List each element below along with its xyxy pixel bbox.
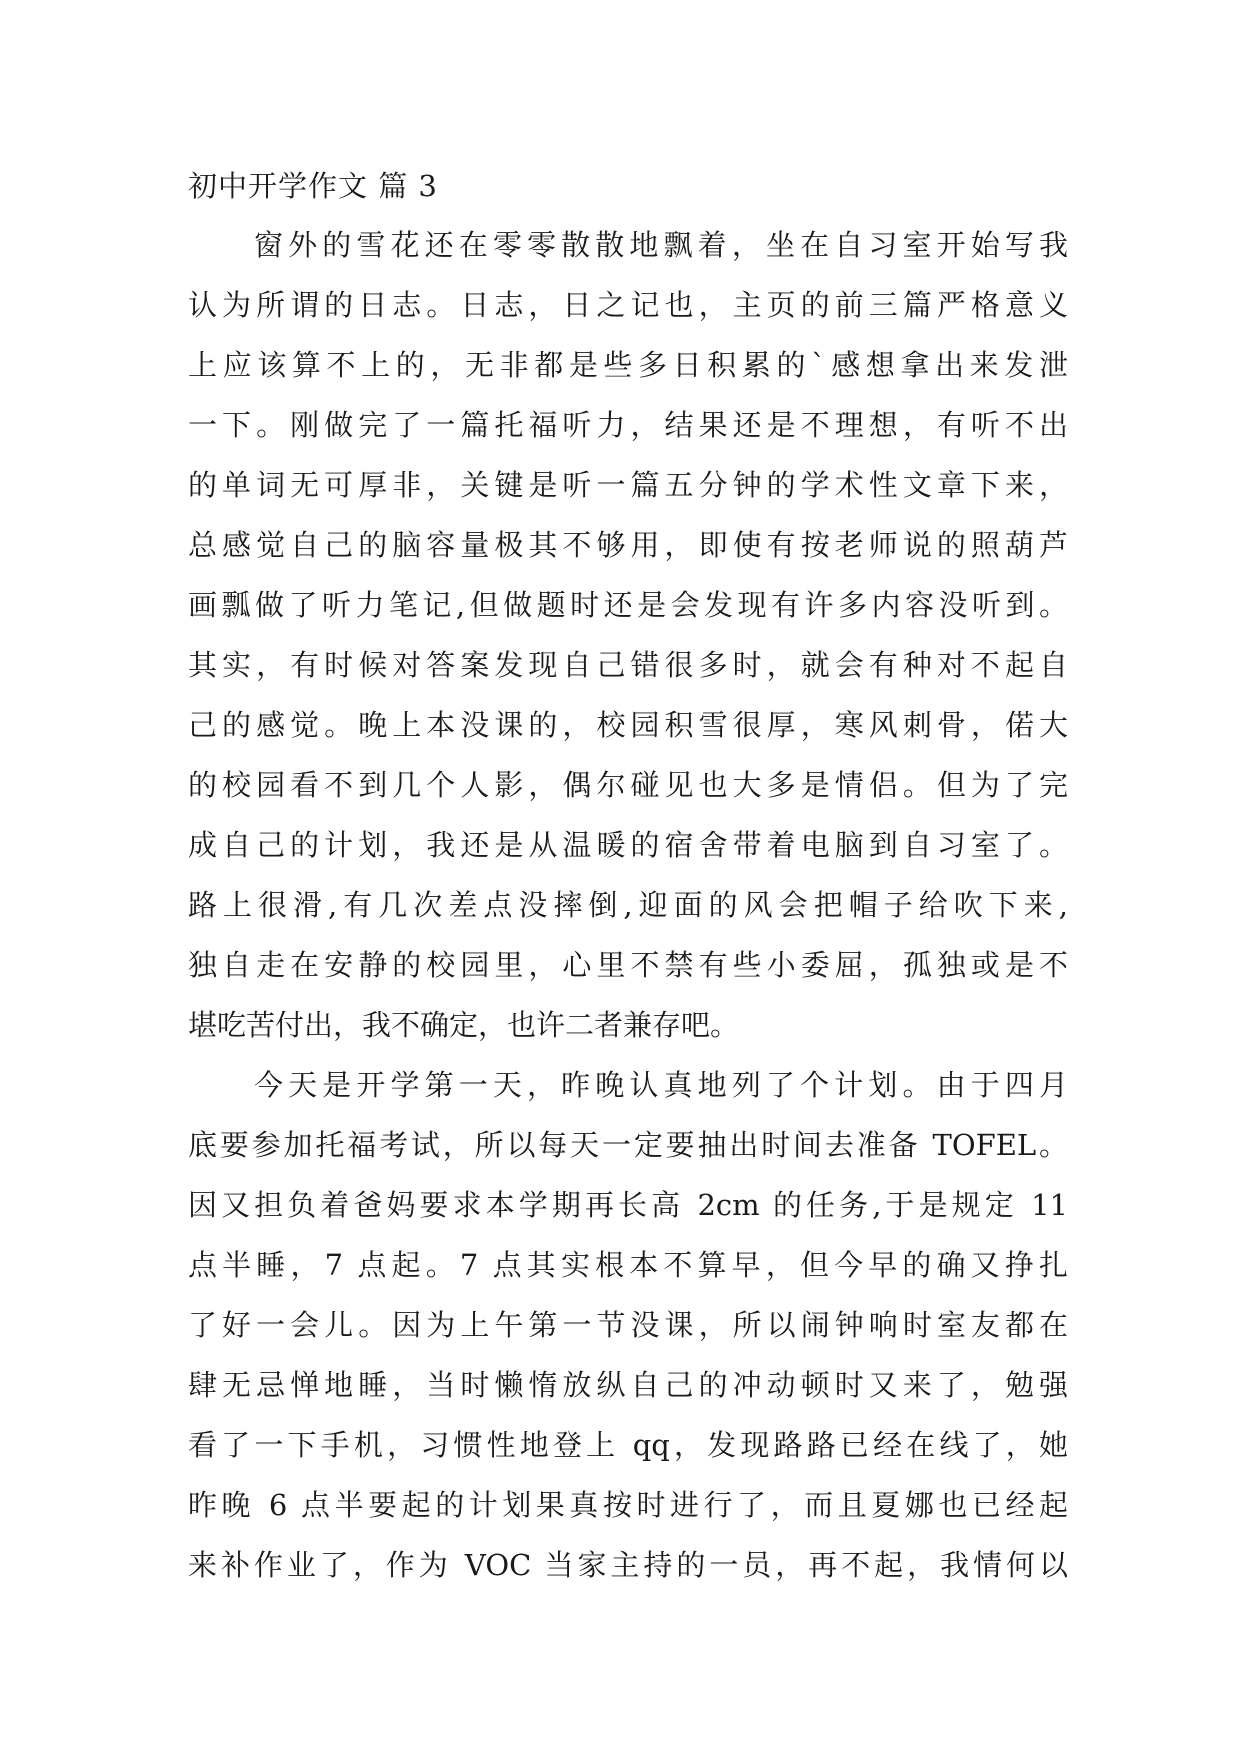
text-line: 总感觉自己的脑容量极其不够用，即使有按老师说的照葫芦 (188, 528, 1068, 562)
text-line: 肆无忌惮地睡，当时懒惰放纵自己的冲动顿时又来了，勉强 (188, 1368, 1068, 1402)
text-line: 的校园看不到几个人影，偶尔碰见也大多是情侣。但为了完 (188, 768, 1068, 802)
text-line: 认为所谓的日志。日志，日之记也，主页的前三篇严格意义 (188, 288, 1068, 322)
text-line: 己的感觉。晚上本没课的，校园积雪很厚，寒风刺骨，偌大 (188, 708, 1068, 742)
text-line: 因又担负着爸妈要求本学期再长高 2cm 的任务,于是规定 11 (188, 1188, 1068, 1222)
page-title: 初中开学作文 篇 3 (188, 169, 438, 203)
text-line: 其实，有时候对答案发现自己错很多时，就会有种对不起自 (188, 648, 1068, 682)
text-line: 昨晚 6 点半要起的计划果真按时进行了，而且夏娜也已经起 (188, 1488, 1068, 1522)
text-line: 了好一会儿。因为上午第一节没课，所以闹钟响时室友都在 (188, 1308, 1068, 1342)
text-line: 来补作业了，作为 VOC 当家主持的一员，再不起，我情何以 (188, 1548, 1068, 1582)
text-line: 堪吃苦付出，我不确定，也许二者兼存吧。 (188, 1008, 740, 1042)
paragraph (188, 227, 1068, 1067)
text-line: 画瓢做了听力笔记,但做题时还是会发现有许多内容没听到。 (188, 588, 1068, 622)
document-body (188, 227, 1068, 1607)
text-line: 成自己的计划，我还是从温暖的宿舍带着电脑到自习室了。 (188, 828, 1068, 862)
paragraph (188, 1067, 1068, 1607)
text-line: 路上很滑,有几次差点没摔倒,迎面的风会把帽子给吹下来, (188, 888, 1068, 922)
text-line: 看了一下手机，习惯性地登上 qq，发现路路已经在线了，她 (188, 1428, 1068, 1462)
text-line: 底要参加托福考试，所以每天一定要抽出时间去准备 TOFEL。 (188, 1128, 1068, 1162)
text-line: 一下。刚做完了一篇托福听力，结果还是不理想，有听不出 (188, 408, 1068, 442)
text-line: 的单词无可厚非，关键是听一篇五分钟的学术性文章下来， (188, 468, 1068, 502)
text-line: 今天是开学第一天，昨晚认真地列了个计划。由于四月 (254, 1068, 1068, 1102)
text-line: 窗外的雪花还在零零散散地飘着，坐在自习室开始写我 (254, 228, 1068, 262)
text-line: 上应该算不上的，无非都是些多日积累的`感想拿出来发泄 (188, 348, 1068, 382)
text-line: 独自走在安静的校园里，心里不禁有些小委屈，孤独或是不 (188, 948, 1068, 982)
text-line: 点半睡，7 点起。7 点其实根本不算早，但今早的确又挣扎 (188, 1248, 1068, 1282)
